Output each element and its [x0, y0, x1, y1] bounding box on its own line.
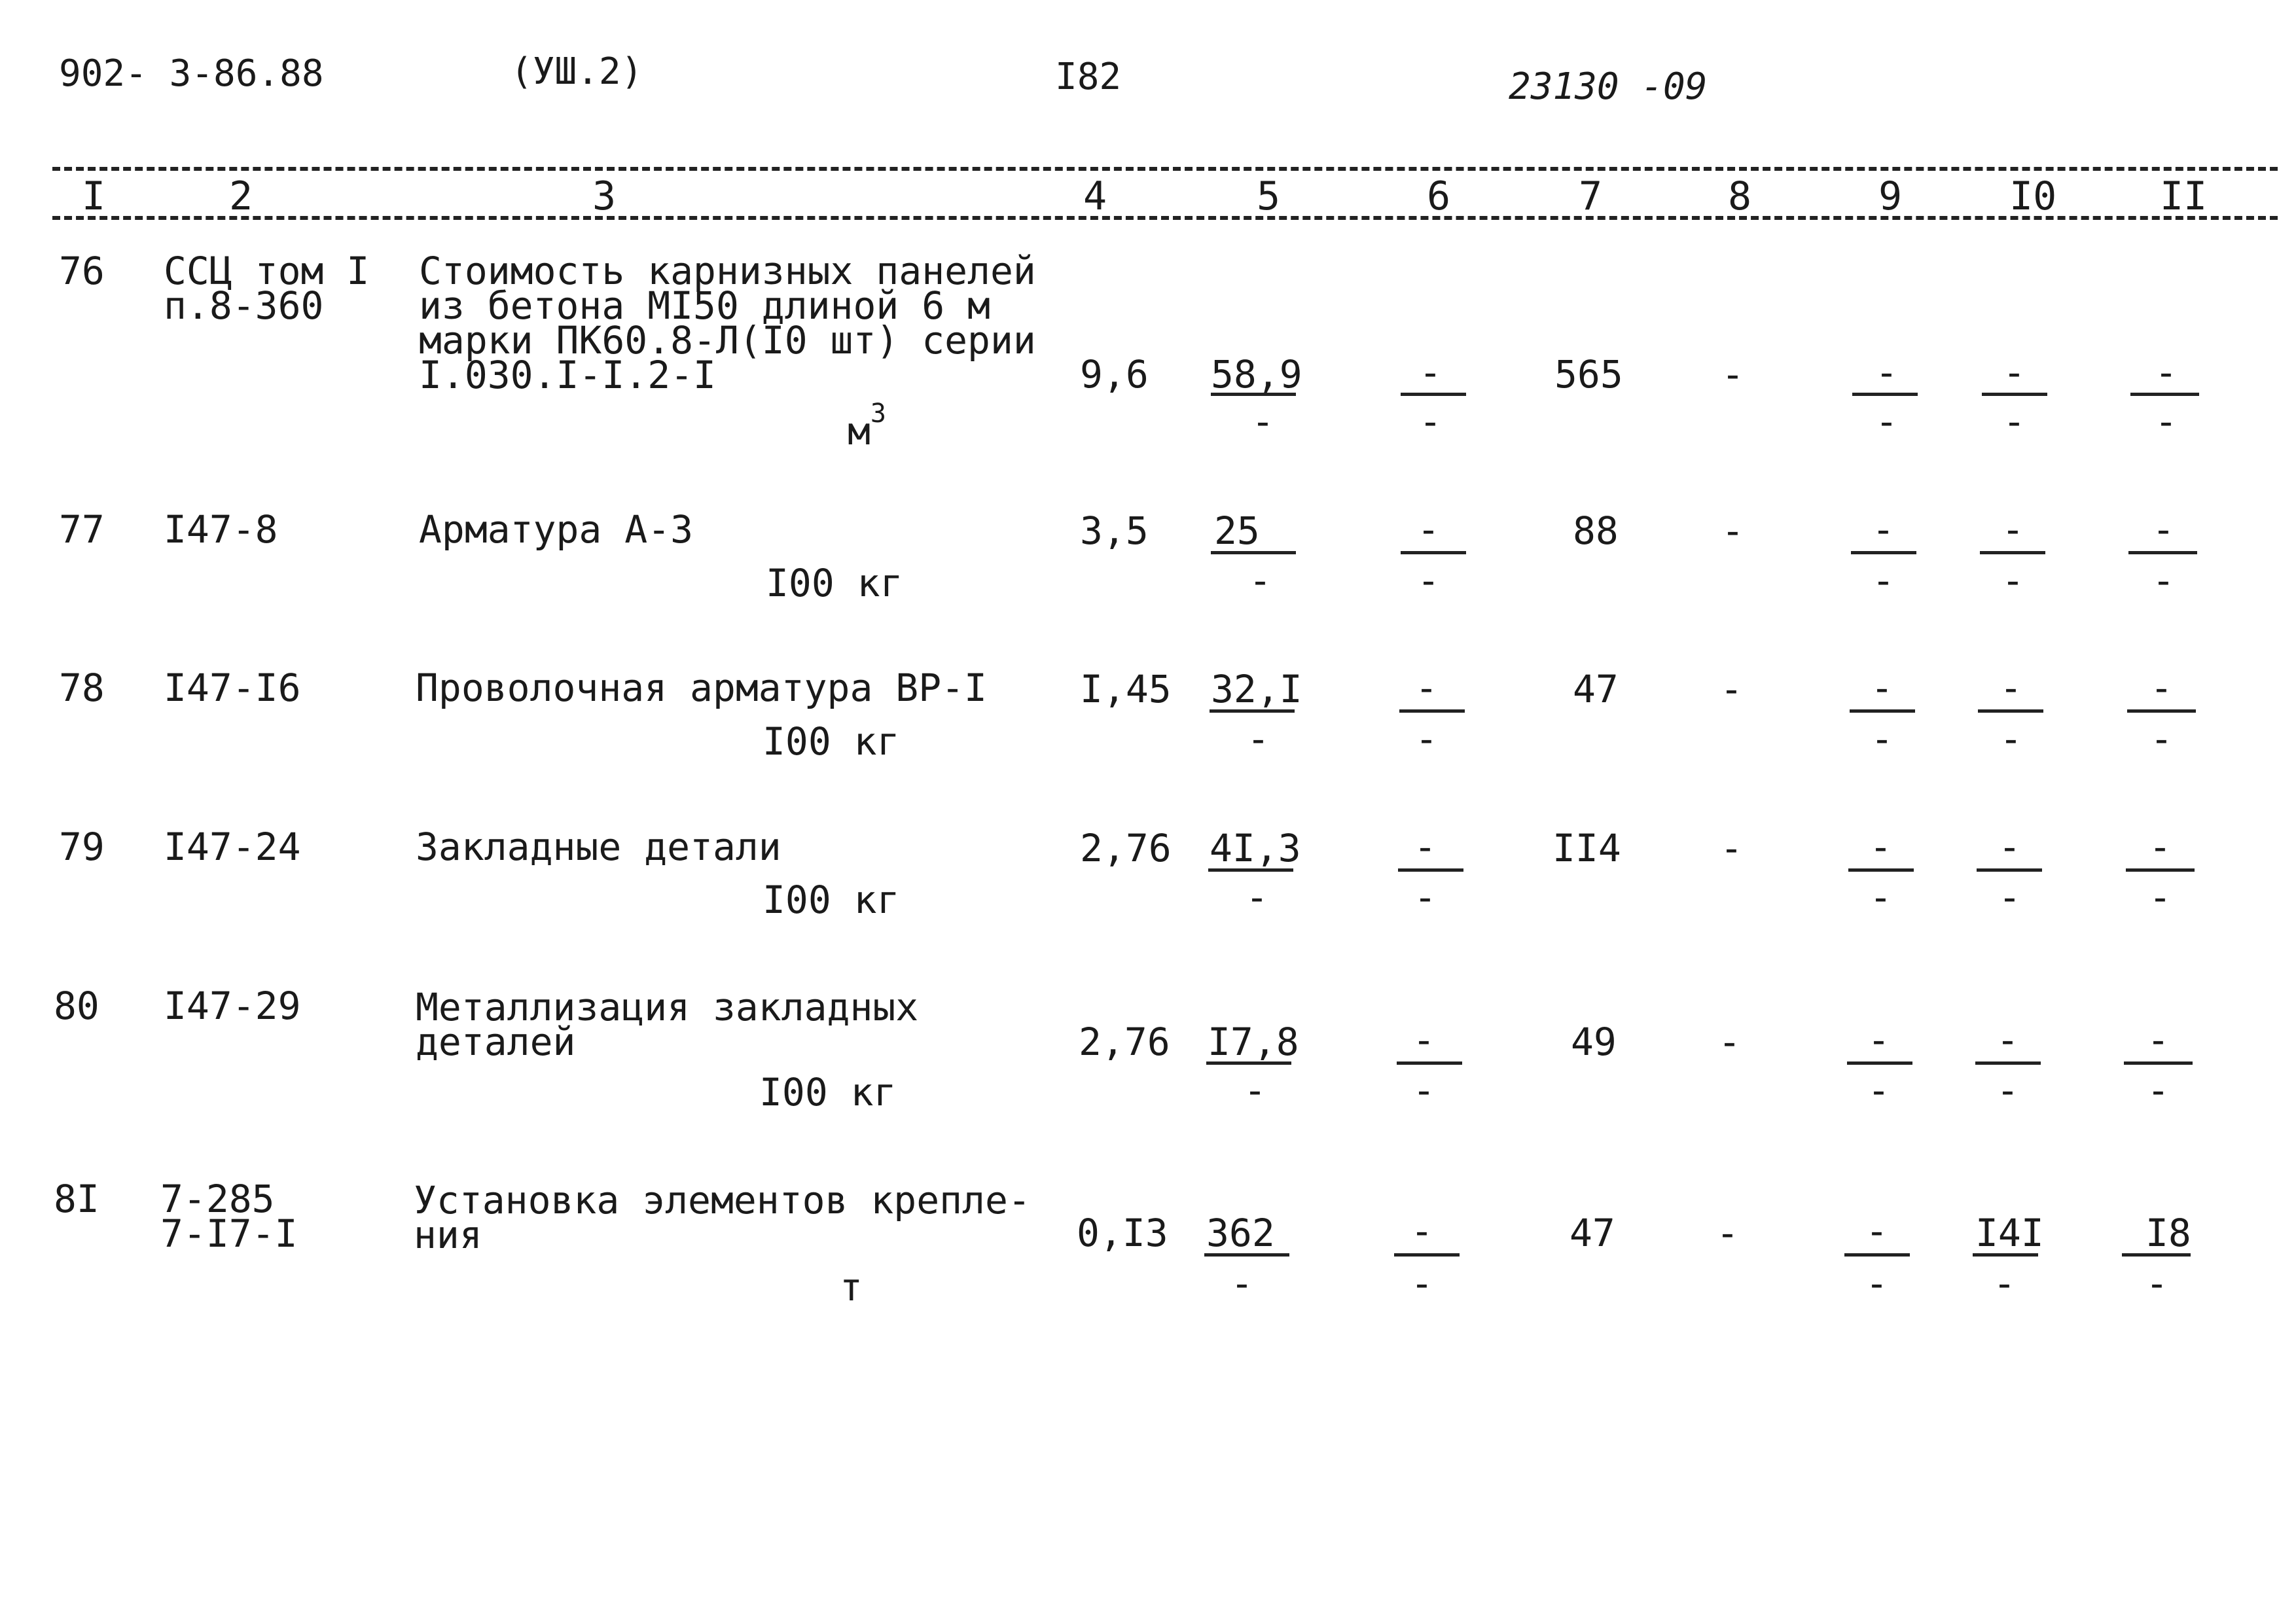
column-number-1: I: [82, 173, 106, 219]
cell-col4: 2,76: [1079, 1020, 1170, 1064]
cell-col9-upper: -: [1872, 507, 1895, 552]
underline: [1401, 551, 1466, 554]
row-description: марки ПК60.8-Л(I0 шт) серии: [419, 318, 1036, 363]
cell-col10-lower: -: [2000, 717, 2022, 761]
underline: [1977, 868, 2042, 872]
cell-col5: 4I,3: [1210, 826, 1301, 870]
cell-col10-upper: -: [1998, 825, 2021, 869]
cell-col10-upper: -: [2000, 666, 2022, 710]
underline: [1399, 709, 1465, 713]
cell-col10-upper: -: [2001, 507, 2024, 552]
cell-col6-upper: -: [1419, 350, 1442, 395]
cell-col5-lower: -: [1249, 558, 1272, 603]
cell-col7: 47: [1573, 667, 1619, 711]
underline: [1211, 551, 1296, 554]
cell-col10-upper: -: [2003, 350, 2026, 395]
cell-col10-lower: -: [1998, 875, 2021, 919]
underline: [2122, 1253, 2191, 1257]
cell-col8: -: [1721, 352, 1744, 397]
cell-col9-upper: -: [1871, 666, 1893, 710]
cell-col4: 3,5: [1080, 508, 1149, 553]
row-description: Закладные детали: [416, 825, 781, 869]
row-code: 7-285: [160, 1177, 275, 1221]
row-unit: I00 кг: [762, 878, 900, 922]
cell-col4: 9,6: [1080, 352, 1149, 397]
cell-col11-lower: -: [2150, 717, 2173, 761]
header-rule-top: [52, 167, 2278, 171]
cell-col6-lower: -: [1417, 558, 1440, 603]
underline: [2128, 551, 2197, 554]
cell-col7: 565: [1554, 352, 1623, 397]
cell-col9-upper: -: [1875, 350, 1898, 395]
underline: [1844, 1253, 1910, 1257]
cell-col7: II4: [1552, 826, 1621, 870]
row-unit: I00 кг: [766, 561, 903, 605]
row-unit: т: [840, 1265, 863, 1310]
cell-col5: 32,I: [1211, 667, 1302, 711]
underline: [1211, 393, 1296, 396]
cell-col4: 2,76: [1080, 826, 1172, 870]
row-number: 79: [59, 825, 105, 869]
row-description: ния: [414, 1213, 482, 1257]
cell-col9-upper: -: [1867, 1018, 1890, 1062]
cell-col11-upper: -: [2147, 1018, 2170, 1062]
cell-col11-upper: -: [2152, 507, 2175, 552]
cell-col9-lower: -: [1869, 875, 1892, 919]
underline: [1394, 1253, 1460, 1257]
cell-col6-lower: -: [1410, 1261, 1433, 1306]
column-number-9: 9: [1878, 173, 1903, 219]
row-unit: $м^3$: [848, 399, 887, 454]
document-code: 902- 3-86.88: [59, 52, 324, 95]
cell-col11-upper: -: [2149, 825, 2172, 869]
underline: [2127, 709, 2196, 713]
cell-col9-lower: -: [1871, 717, 1893, 761]
cell-col7: 88: [1573, 508, 1619, 553]
cell-col11-lower: -: [2145, 1261, 2168, 1306]
cell-col8: -: [1721, 508, 1744, 553]
cell-col7: 49: [1571, 1020, 1617, 1064]
reference-number: 23130 -09: [1509, 65, 1708, 108]
cell-col6-upper: -: [1414, 825, 1437, 869]
cell-col8: -: [1718, 1020, 1741, 1064]
underline: [1850, 709, 1915, 713]
underline: [2126, 868, 2195, 872]
underline: [1852, 393, 1918, 396]
cell-col5: 58,9: [1211, 352, 1302, 397]
column-number-11: II: [2160, 173, 2208, 219]
row-number: 78: [59, 666, 105, 710]
column-number-4: 4: [1083, 173, 1107, 219]
row-description: Стоимость карнизных панелей: [419, 249, 1036, 293]
cell-col8: -: [1720, 826, 1743, 870]
cell-col11-lower: -: [2149, 875, 2172, 919]
column-number-5: 5: [1257, 173, 1281, 219]
cell-col6-upper: -: [1417, 507, 1440, 552]
column-number-2: 2: [229, 173, 253, 219]
underline: [1980, 551, 2045, 554]
cell-col9-lower: -: [1872, 558, 1895, 603]
column-number-7: 7: [1579, 173, 1603, 219]
column-number-10: I0: [2009, 173, 2057, 219]
row-unit: I00 кг: [759, 1070, 897, 1115]
cell-col11-upper: I8: [2145, 1211, 2191, 1255]
cell-col9-lower: -: [1875, 399, 1898, 444]
cell-col5: 362: [1206, 1211, 1275, 1255]
cell-col10-upper: -: [1996, 1018, 2019, 1062]
cell-col6-lower: -: [1415, 717, 1438, 761]
cell-col5-lower: -: [1251, 399, 1274, 444]
cell-col6-upper: -: [1410, 1209, 1433, 1253]
cell-col10-lower: -: [2003, 399, 2026, 444]
cell-col11-lower: -: [2152, 558, 2175, 603]
cell-col4: I,45: [1080, 667, 1172, 711]
underline: [1401, 393, 1466, 396]
cell-col7: 47: [1570, 1211, 1615, 1255]
cell-col6-upper: -: [1415, 666, 1438, 710]
row-unit: I00 кг: [762, 719, 900, 764]
cell-col10-lower: -: [1996, 1068, 2019, 1113]
column-number-6: 6: [1427, 173, 1451, 219]
cell-col8: -: [1720, 667, 1743, 711]
cell-col4: 0,I3: [1077, 1211, 1168, 1255]
cell-col8: -: [1716, 1211, 1739, 1255]
column-number-3: 3: [592, 173, 617, 219]
underline: [1975, 1061, 2041, 1065]
cell-col6-lower: -: [1419, 399, 1442, 444]
cell-col6-upper: -: [1412, 1018, 1435, 1062]
cell-col9-upper: -: [1865, 1209, 1888, 1253]
underline: [1204, 1253, 1289, 1257]
section-label: (УШ.2): [511, 50, 643, 93]
row-code: ССЦ том I: [164, 249, 370, 293]
underline: [1851, 551, 1916, 554]
cell-col9-lower: -: [1867, 1068, 1890, 1113]
header-rule-bottom: [52, 216, 2278, 220]
cell-col6-lower: -: [1412, 1068, 1435, 1113]
cell-col5-lower: -: [1244, 1068, 1266, 1113]
cell-col5: 25: [1214, 508, 1260, 553]
row-number: 8I: [54, 1177, 99, 1221]
cell-col11-lower: -: [2155, 399, 2178, 444]
underline: [1978, 709, 2043, 713]
row-number: 77: [59, 507, 105, 552]
cell-col5: I7,8: [1208, 1020, 1299, 1064]
row-code: 7-I7-I: [160, 1211, 298, 1256]
unit-exponent: 3: [870, 399, 887, 429]
cell-col5-lower: -: [1247, 717, 1270, 761]
row-code: I47-I6: [164, 666, 301, 710]
underline: [1206, 1061, 1291, 1065]
underline: [1397, 1061, 1462, 1065]
cell-col9-upper: -: [1869, 825, 1892, 869]
underline: [2124, 1061, 2193, 1065]
row-description: деталей: [416, 1020, 576, 1064]
cell-col10-lower: -: [2001, 558, 2024, 603]
cell-col10-upper: I4I: [1975, 1211, 2044, 1255]
cell-col5-lower: -: [1230, 1261, 1253, 1306]
row-description: из бетона МI50 длиной 6 м: [419, 283, 990, 328]
row-code: п.8-360: [164, 283, 324, 328]
cell-col10-lower: -: [1993, 1261, 2016, 1306]
underline: [1848, 868, 1914, 872]
row-code: I47-8: [164, 507, 278, 552]
cell-col11-upper: -: [2155, 350, 2178, 395]
underline: [1847, 1061, 1912, 1065]
underline: [1973, 1253, 2038, 1257]
row-description: Металлизация закладных: [416, 985, 919, 1029]
row-number: 76: [59, 249, 105, 293]
cell-col6-lower: -: [1414, 875, 1437, 919]
underline: [1210, 709, 1295, 713]
cell-col5-lower: -: [1246, 875, 1268, 919]
page-number: I82: [1055, 56, 1122, 98]
row-description: Проволочная арматура ВР-I: [416, 666, 987, 710]
row-description: I.030.I-I.2-I: [419, 353, 716, 397]
underline: [1398, 868, 1463, 872]
underline: [1208, 868, 1293, 872]
underline: [1982, 393, 2047, 396]
cell-col11-lower: -: [2147, 1068, 2170, 1113]
cell-col11-upper: -: [2150, 666, 2173, 710]
row-number: 80: [54, 984, 99, 1028]
row-description: Арматура А-3: [419, 507, 694, 552]
cell-col9-lower: -: [1865, 1261, 1888, 1306]
underline: [2130, 393, 2199, 396]
row-description: Установка элементов крепле-: [414, 1178, 1031, 1222]
row-code: I47-24: [164, 825, 301, 869]
column-number-8: 8: [1728, 173, 1752, 219]
row-code: I47-29: [164, 984, 301, 1028]
